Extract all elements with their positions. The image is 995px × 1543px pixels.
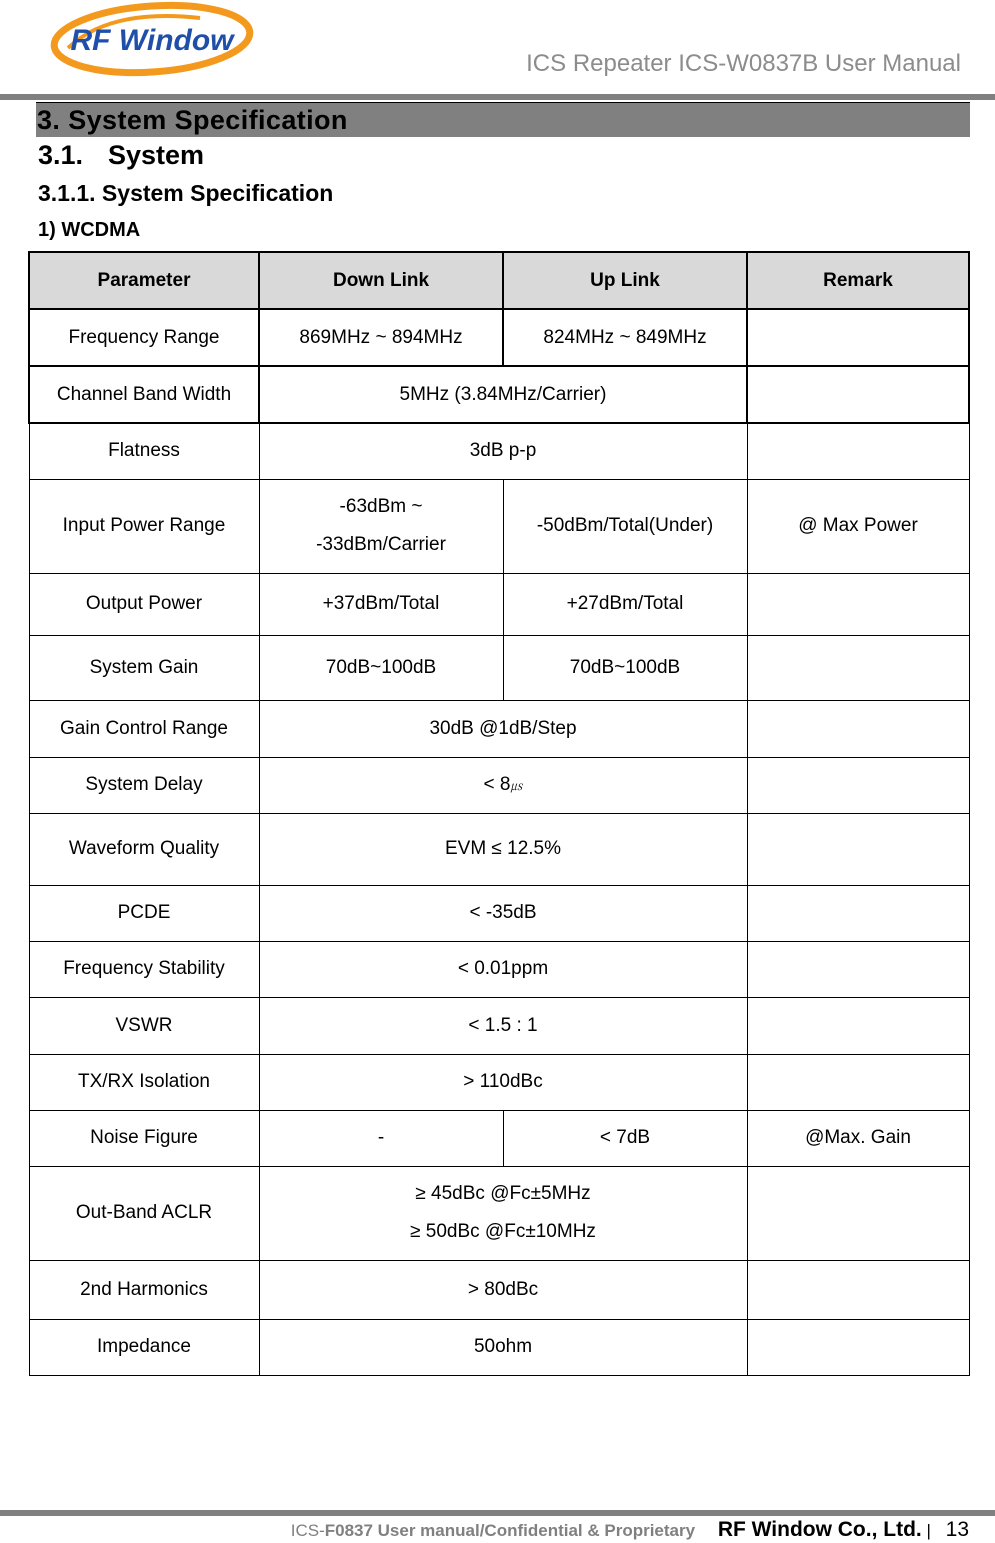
delay-unit: ㎲	[510, 778, 523, 793]
remark-cell	[747, 1166, 969, 1260]
down-line-1: -63dBm ~	[339, 496, 423, 517]
header-remark: Remark	[747, 252, 969, 309]
remark-cell	[747, 997, 969, 1054]
value-cell: > 80dBc	[259, 1260, 747, 1319]
value-cell: < -35dB	[259, 885, 747, 941]
param-cell: System Delay	[29, 757, 259, 813]
table-caption: 1) WCDMA	[38, 219, 141, 241]
param-cell: VSWR	[29, 997, 259, 1054]
param-cell: System Gain	[29, 635, 259, 700]
remark-cell: @Max. Gain	[747, 1110, 969, 1166]
logo-text: RF Window	[70, 24, 234, 57]
value-cell: < 1.5 : 1	[259, 997, 747, 1054]
remark-cell	[747, 885, 969, 941]
footer-company: RF Window Co., Ltd.	[717, 1518, 922, 1541]
value-cell: 50ohm	[259, 1319, 747, 1375]
table-row	[29, 479, 969, 573]
down-cell	[259, 479, 503, 573]
remark-cell	[747, 423, 969, 479]
remark-cell	[747, 813, 969, 885]
wcdma-spec-table	[28, 251, 970, 1376]
remark-cell	[747, 941, 969, 997]
header-rule	[0, 94, 995, 100]
table-header-row	[29, 252, 969, 309]
table-row	[29, 997, 969, 1054]
table-row	[29, 1319, 969, 1375]
param-cell: Gain Control Range	[29, 700, 259, 757]
header-parameter: Parameter	[29, 252, 259, 309]
param-cell: PCDE	[29, 885, 259, 941]
param-cell: 2nd Harmonics	[29, 1260, 259, 1319]
aclr-line-2: ≥ 50dBc @Fc±10MHz	[410, 1221, 596, 1242]
table-row	[29, 423, 969, 479]
page-number: 13	[945, 1518, 969, 1541]
down-cell: +37dBm/Total	[259, 573, 503, 635]
up-cell: -50dBm/Total(Under)	[503, 479, 747, 573]
remark-cell: @ Max Power	[747, 479, 969, 573]
param-cell: Channel Band Width	[29, 366, 259, 423]
remark-cell	[747, 366, 969, 423]
down-line-2: -33dBm/Carrier	[316, 534, 446, 555]
value-cell: < 0.01ppm	[259, 941, 747, 997]
delay-value: < 8	[483, 773, 511, 795]
up-cell: 824MHz ~ 849MHz	[503, 309, 747, 366]
footer-separator: |	[926, 1521, 931, 1540]
param-cell: Waveform Quality	[29, 813, 259, 885]
table-row	[29, 1054, 969, 1110]
subsection-title: System	[108, 140, 205, 170]
table-row	[29, 1260, 969, 1319]
param-cell: TX/RX Isolation	[29, 1054, 259, 1110]
section-title: 3. System Specification	[37, 105, 348, 135]
subsection-heading	[38, 140, 204, 171]
value-cell: 5MHz (3.84MHz/Carrier)	[259, 366, 747, 423]
up-cell: +27dBm/Total	[503, 573, 747, 635]
down-cell: 70dB~100dB	[259, 635, 503, 700]
value-cell	[259, 757, 747, 813]
param-cell: Output Power	[29, 573, 259, 635]
up-cell: 70dB~100dB	[503, 635, 747, 700]
remark-cell	[747, 1260, 969, 1319]
table-row	[29, 813, 969, 885]
param-cell: Impedance	[29, 1319, 259, 1375]
param-cell: Frequency Stability	[29, 941, 259, 997]
header-down-link: Down Link	[259, 252, 503, 309]
table-row	[29, 573, 969, 635]
remark-cell	[747, 1319, 969, 1375]
page-footer	[291, 1518, 969, 1542]
footer-rule	[0, 1510, 995, 1516]
table-row	[29, 635, 969, 700]
down-cell: -	[259, 1110, 503, 1166]
value-cell	[259, 1166, 747, 1260]
up-cell: < 7dB	[503, 1110, 747, 1166]
remark-cell	[747, 700, 969, 757]
remark-cell	[747, 635, 969, 700]
subsubsection-heading: 3.1.1. System Specification	[38, 180, 334, 206]
value-cell: 30dB @1dB/Step	[259, 700, 747, 757]
param-cell: Noise Figure	[29, 1110, 259, 1166]
section-heading-bar	[36, 102, 970, 137]
param-cell: Flatness	[29, 423, 259, 479]
down-cell: 869MHz ~ 894MHz	[259, 309, 503, 366]
table-row	[29, 941, 969, 997]
table-row	[29, 885, 969, 941]
header-up-link: Up Link	[503, 252, 747, 309]
document-title: ICS Repeater ICS-W0837B User Manual	[526, 50, 961, 77]
value-cell: EVM ≤ 12.5%	[259, 813, 747, 885]
remark-cell	[747, 1054, 969, 1110]
rf-window-logo	[50, 0, 254, 78]
subsection-number: 3.1.	[38, 140, 84, 170]
param-cell: Input Power Range	[29, 479, 259, 573]
remark-cell	[747, 309, 969, 366]
footer-doc-ref: F0837 User manual/Confidential & Proprietary	[324, 1521, 696, 1540]
table-row	[29, 1110, 969, 1166]
table-row	[29, 1166, 969, 1260]
remark-cell	[747, 573, 969, 635]
table-row	[29, 366, 969, 423]
value-cell: > 110dBc	[259, 1054, 747, 1110]
param-cell: Frequency Range	[29, 309, 259, 366]
table-row	[29, 757, 969, 813]
value-cell: 3dB p-p	[259, 423, 747, 479]
remark-cell	[747, 757, 969, 813]
footer-prefix: ICS-	[290, 1521, 325, 1540]
table-row	[29, 309, 969, 366]
table-row	[29, 700, 969, 757]
aclr-line-1: ≥ 45dBc @Fc±5MHz	[415, 1183, 591, 1204]
param-cell: Out-Band ACLR	[29, 1166, 259, 1260]
